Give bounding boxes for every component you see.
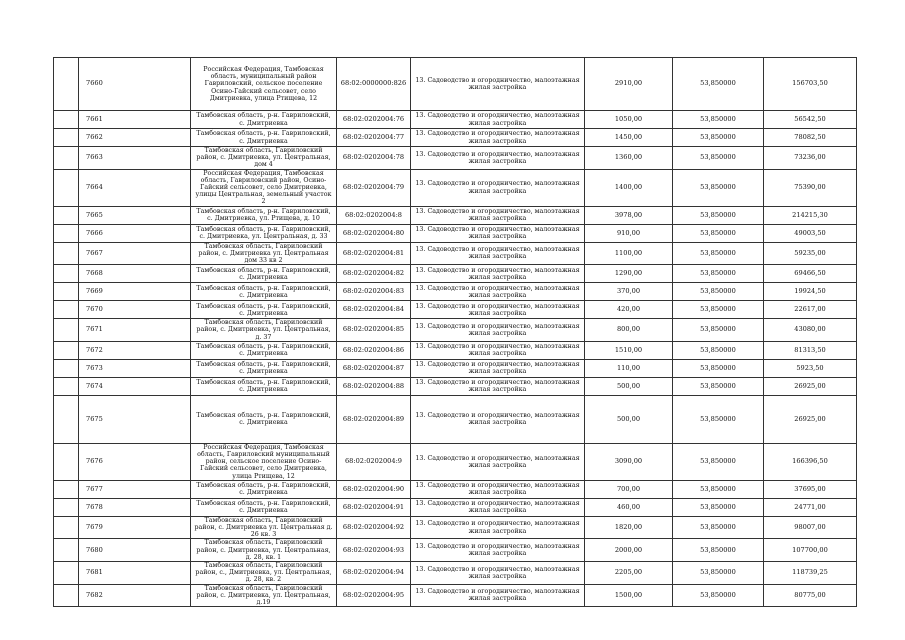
cadastral-value-cell: 26925,00: [764, 377, 857, 395]
cadastral-number: 68:02:0202004:95: [337, 584, 411, 607]
rate-cell: 53,850000: [673, 377, 764, 395]
cadastral-value-cell: 166396,50: [764, 443, 857, 480]
table-row: [54, 319, 857, 342]
table-row: [54, 516, 857, 539]
cadastral-value-cell: 80775,00: [764, 584, 857, 607]
land-use-cell: 13. Садоводство и огородничество, малоэтажная жилая застройка: [411, 480, 585, 498]
blank-cell: [54, 224, 79, 242]
cadastral-value-cell: 73236,00: [764, 147, 857, 170]
rate-cell: 53,850000: [673, 58, 764, 111]
area-cell: 3090,00: [585, 443, 673, 480]
area-cell: 500,00: [585, 395, 673, 443]
cadastral-value-cell: 81313,50: [764, 341, 857, 359]
table-row: [54, 129, 857, 147]
area-cell: 1820,00: [585, 516, 673, 539]
cadastral-value-cell: 49003,50: [764, 224, 857, 242]
blank-cell: [54, 562, 79, 585]
table-row: [54, 147, 857, 170]
land-use-cell: 13. Садоводство и огородничество, малоэтажная жилая застройка: [411, 147, 585, 170]
area-cell: 460,00: [585, 498, 673, 516]
land-use-cell: 13. Садоводство и огородничество, малоэтажная жилая застройка: [411, 206, 585, 224]
address-cell: Российская Федерация, Тамбовская область, Гавриловский район, Осино-Гайский сельсовет, село Дмитриевка, улицы Центральная, земельный участок 2: [191, 169, 337, 206]
area-cell: 1450,00: [585, 129, 673, 147]
rate-cell: 53,850000: [673, 265, 764, 283]
blank-cell: [54, 147, 79, 170]
area-cell: 1510,00: [585, 341, 673, 359]
row-number: 7668: [79, 265, 191, 283]
cadastral-value-cell: 78082,50: [764, 129, 857, 147]
land-use-cell: 13. Садоводство и огородничество, малоэтажная жилая застройка: [411, 539, 585, 562]
address-cell: Российская Федерация, Тамбовская область, Гавриловский муниципальный район, сельское поселение Осино-Гайский сельсовет, село Дмитриевка, улица Ртищева, 12: [191, 443, 337, 480]
row-number: 7678: [79, 498, 191, 516]
table-row: [54, 58, 857, 111]
row-number: 7662: [79, 129, 191, 147]
cadastral-value-cell: 22617,00: [764, 301, 857, 319]
blank-cell: [54, 111, 79, 129]
land-use-cell: 13. Садоводство и огородничество, малоэтажная жилая застройка: [411, 169, 585, 206]
cadastral-number: 68:02:0202004:86: [337, 341, 411, 359]
land-use-cell: 13. Садоводство и огородничество, малоэтажная жилая застройка: [411, 129, 585, 147]
table-row: [54, 443, 857, 480]
address-cell: Российская Федерация, Тамбовская область, муниципальный район Гавриловский, сельское поселение Осино-Гайский сельсовет, село Дмитриевка, улица Ртищева, 12: [191, 58, 337, 111]
blank-cell: [54, 443, 79, 480]
area-cell: 2000,00: [585, 539, 673, 562]
cadastral-number: 68:02:0202004:80: [337, 224, 411, 242]
address-cell: Тамбовская область, р-н. Гавриловский, с. Дмитриевка: [191, 498, 337, 516]
rate-cell: 53,850000: [673, 129, 764, 147]
blank-cell: [54, 58, 79, 111]
cadastral-number: 68:02:0202004:82: [337, 265, 411, 283]
row-number: 7675: [79, 395, 191, 443]
blank-cell: [54, 265, 79, 283]
cadastral-value-table: [53, 57, 857, 607]
address-cell: Тамбовская область, Гавриловский район, с. Дмитриевка, ул. Центральная, д. 37: [191, 319, 337, 342]
land-use-cell: 13. Садоводство и огородничество, малоэтажная жилая застройка: [411, 319, 585, 342]
blank-cell: [54, 301, 79, 319]
address-cell: Тамбовская область, Гавриловский район, с., Дмитриевка, ул. Центральная, д. 28, кв. 2: [191, 562, 337, 585]
rate-cell: 53,850000: [673, 395, 764, 443]
cadastral-number: 68:02:0202004:9: [337, 443, 411, 480]
area-cell: 1360,00: [585, 147, 673, 170]
cadastral-value-cell: 59235,00: [764, 242, 857, 265]
cadastral-value-cell: 24771,00: [764, 498, 857, 516]
address-cell: Тамбовская область, р-н. Гавриловский, с. Дмитриевка: [191, 301, 337, 319]
row-number: 7677: [79, 480, 191, 498]
land-use-cell: 13. Садоводство и огородничество, малоэтажная жилая застройка: [411, 395, 585, 443]
table-row: [54, 111, 857, 129]
address-cell: Тамбовская область, р-н. Гавриловский, с. Дмитриевка, ул. Центральная, д. 33: [191, 224, 337, 242]
table-row: [54, 283, 857, 301]
cadastral-number: 68:02:0202004:94: [337, 562, 411, 585]
row-number: 7664: [79, 169, 191, 206]
cadastral-value-cell: 26925,00: [764, 395, 857, 443]
rate-cell: 53,850000: [673, 206, 764, 224]
table-row: [54, 480, 857, 498]
row-number: 7680: [79, 539, 191, 562]
row-number: 7676: [79, 443, 191, 480]
rate-cell: 53,850000: [673, 516, 764, 539]
land-use-cell: 13. Садоводство и огородничество, малоэтажная жилая застройка: [411, 498, 585, 516]
row-number: 7679: [79, 516, 191, 539]
table-row: [54, 206, 857, 224]
row-number: 7670: [79, 301, 191, 319]
area-cell: 1100,00: [585, 242, 673, 265]
address-cell: Тамбовская область, р-н. Гавриловский, с. Дмитриевка: [191, 359, 337, 377]
cadastral-number: 68:02:0202004:78: [337, 147, 411, 170]
rate-cell: 53,850000: [673, 147, 764, 170]
cadastral-value-cell: 43080,00: [764, 319, 857, 342]
address-cell: Тамбовская область, р-н. Гавриловский, с. Дмитриевка: [191, 377, 337, 395]
address-cell: Тамбовская область, р-н. Гавриловский, с. Дмитриевка: [191, 111, 337, 129]
row-number: 7660: [79, 58, 191, 111]
address-cell: Тамбовская область, р-н. Гавриловский, с. Дмитриевка: [191, 395, 337, 443]
rate-cell: 53,850000: [673, 498, 764, 516]
cadastral-value-cell: 75390,00: [764, 169, 857, 206]
cadastral-number: 68:02:0202004:92: [337, 516, 411, 539]
table-row: [54, 242, 857, 265]
rate-cell: 53,850000: [673, 341, 764, 359]
cadastral-number: 68:02:0202004:87: [337, 359, 411, 377]
rate-cell: 53,850000: [673, 319, 764, 342]
rate-cell: 53,850000: [673, 480, 764, 498]
address-cell: Тамбовская область, р-н. Гавриловский, с. Дмитриевка, ул. Ртищева, д. 10: [191, 206, 337, 224]
rate-cell: 53,850000: [673, 584, 764, 607]
area-cell: 3978,00: [585, 206, 673, 224]
row-number: 7661: [79, 111, 191, 129]
cadastral-number: 68:02:0202004:88: [337, 377, 411, 395]
area-cell: 420,00: [585, 301, 673, 319]
area-cell: 800,00: [585, 319, 673, 342]
cadastral-value-cell: 156703,50: [764, 58, 857, 111]
blank-cell: [54, 283, 79, 301]
blank-cell: [54, 169, 79, 206]
cadastral-number: 68:02:0000000:826: [337, 58, 411, 111]
blank-cell: [54, 377, 79, 395]
address-cell: Тамбовская область, Гавриловский район, с. Дмитриевка, ул. Центральная, дом 4: [191, 147, 337, 170]
row-number: 7666: [79, 224, 191, 242]
cadastral-value-cell: 19924,50: [764, 283, 857, 301]
rate-cell: 53,850000: [673, 443, 764, 480]
area-cell: 910,00: [585, 224, 673, 242]
address-cell: Тамбовская область, Гавриловский район, с. Дмитриевка, ул. Центральная, д. 28, кв. 1: [191, 539, 337, 562]
rate-cell: 53,850000: [673, 301, 764, 319]
row-number: 7667: [79, 242, 191, 265]
rate-cell: 53,850000: [673, 224, 764, 242]
cadastral-value-cell: 107700,00: [764, 539, 857, 562]
blank-cell: [54, 516, 79, 539]
rate-cell: 53,850000: [673, 359, 764, 377]
table-row: [54, 498, 857, 516]
cadastral-value-cell: 37695,00: [764, 480, 857, 498]
table-row: [54, 395, 857, 443]
land-use-cell: 13. Садоводство и огородничество, малоэтажная жилая застройка: [411, 341, 585, 359]
cadastral-number: 68:02:0202004:77: [337, 129, 411, 147]
area-cell: 2910,00: [585, 58, 673, 111]
row-number: 7681: [79, 562, 191, 585]
table-row: [54, 265, 857, 283]
cadastral-number: 68:02:0202004:91: [337, 498, 411, 516]
cadastral-value-cell: 98007,00: [764, 516, 857, 539]
area-cell: 700,00: [585, 480, 673, 498]
cadastral-number: 68:02:0202004:83: [337, 283, 411, 301]
cadastral-value-cell: 214215,30: [764, 206, 857, 224]
address-cell: Тамбовская область, Гавриловский район, с. Дмитриевка ул. Центральная дом 33 кв 2: [191, 242, 337, 265]
area-cell: 370,00: [585, 283, 673, 301]
land-use-cell: 13. Садоводство и огородничество, малоэтажная жилая застройка: [411, 359, 585, 377]
land-use-cell: 13. Садоводство и огородничество, малоэтажная жилая застройка: [411, 377, 585, 395]
rate-cell: 53,850000: [673, 111, 764, 129]
address-cell: Тамбовская область, р-н. Гавриловский, с. Дмитриевка: [191, 341, 337, 359]
table-row: [54, 224, 857, 242]
rate-cell: 53,850000: [673, 169, 764, 206]
land-use-cell: 13. Садоводство и огородничество, малоэтажная жилая застройка: [411, 516, 585, 539]
land-use-cell: 13. Садоводство и огородничество, малоэтажная жилая застройка: [411, 242, 585, 265]
address-cell: Тамбовская область, р-н. Гавриловский, с. Дмитриевка: [191, 283, 337, 301]
address-cell: Тамбовская область, р-н. Гавриловский, с. Дмитриевка: [191, 480, 337, 498]
table-row: [54, 377, 857, 395]
row-number: 7672: [79, 341, 191, 359]
table-row: [54, 584, 857, 607]
blank-cell: [54, 359, 79, 377]
row-number: 7663: [79, 147, 191, 170]
blank-cell: [54, 539, 79, 562]
table-row: [54, 169, 857, 206]
row-number: 7671: [79, 319, 191, 342]
land-use-cell: 13. Садоводство и огородничество, малоэтажная жилая застройка: [411, 301, 585, 319]
table-row: [54, 539, 857, 562]
area-cell: 1290,00: [585, 265, 673, 283]
land-use-cell: 13. Садоводство и огородничество, малоэтажная жилая застройка: [411, 111, 585, 129]
blank-cell: [54, 498, 79, 516]
cadastral-number: 68:02:0202004:84: [337, 301, 411, 319]
land-use-cell: 13. Садоводство и огородничество, малоэтажная жилая застройка: [411, 58, 585, 111]
land-use-cell: 13. Садоводство и огородничество, малоэтажная жилая застройка: [411, 584, 585, 607]
land-use-cell: 13. Садоводство и огородничество, малоэтажная жилая застройка: [411, 265, 585, 283]
blank-cell: [54, 242, 79, 265]
area-cell: 2205,00: [585, 562, 673, 585]
table-row: [54, 359, 857, 377]
area-cell: 1500,00: [585, 584, 673, 607]
cadastral-value-cell: 118739,25: [764, 562, 857, 585]
row-number: 7682: [79, 584, 191, 607]
area-cell: 500,00: [585, 377, 673, 395]
row-number: 7673: [79, 359, 191, 377]
blank-cell: [54, 341, 79, 359]
blank-cell: [54, 395, 79, 443]
land-use-cell: 13. Садоводство и огородничество, малоэтажная жилая застройка: [411, 562, 585, 585]
cadastral-number: 68:02:0202004:89: [337, 395, 411, 443]
address-cell: Тамбовская область, р-н. Гавриловский, с. Дмитриевка: [191, 129, 337, 147]
cadastral-number: 68:02:0202004:8: [337, 206, 411, 224]
rate-cell: 53,850000: [673, 283, 764, 301]
cadastral-number: 68:02:0202004:76: [337, 111, 411, 129]
land-use-cell: 13. Садоводство и огородничество, малоэтажная жилая застройка: [411, 224, 585, 242]
address-cell: Тамбовская область, Гавриловский район, с. Дмитриевка, ул. Центральная, д.19: [191, 584, 337, 607]
row-number: 7665: [79, 206, 191, 224]
blank-cell: [54, 480, 79, 498]
land-use-cell: 13. Садоводство и огородничество, малоэтажная жилая застройка: [411, 283, 585, 301]
rate-cell: 53,850000: [673, 562, 764, 585]
table-body: [54, 58, 857, 607]
cadastral-number: 68:02:0202004:90: [337, 480, 411, 498]
cadastral-number: 68:02:0202004:81: [337, 242, 411, 265]
address-cell: Тамбовская область, Гавриловский район, с. Дмитриевка ул. Центральная д. 26 кв. 3: [191, 516, 337, 539]
table-row: [54, 301, 857, 319]
blank-cell: [54, 206, 79, 224]
area-cell: 1400,00: [585, 169, 673, 206]
area-cell: 110,00: [585, 359, 673, 377]
land-use-cell: 13. Садоводство и огородничество, малоэтажная жилая застройка: [411, 443, 585, 480]
blank-cell: [54, 584, 79, 607]
row-number: 7669: [79, 283, 191, 301]
cadastral-value-cell: 69466,50: [764, 265, 857, 283]
row-number: 7674: [79, 377, 191, 395]
cadastral-value-cell: 5923,50: [764, 359, 857, 377]
cadastral-value-cell: 56542,50: [764, 111, 857, 129]
rate-cell: 53,850000: [673, 242, 764, 265]
cadastral-number: 68:02:0202004:85: [337, 319, 411, 342]
blank-cell: [54, 129, 79, 147]
blank-cell: [54, 319, 79, 342]
area-cell: 1050,00: [585, 111, 673, 129]
address-cell: Тамбовская область, р-н. Гавриловский, с. Дмитриевка: [191, 265, 337, 283]
table-row: [54, 341, 857, 359]
table-row: [54, 562, 857, 585]
rate-cell: 53,850000: [673, 539, 764, 562]
cadastral-number: 68:02:0202004:79: [337, 169, 411, 206]
cadastral-number: 68:02:0202004:93: [337, 539, 411, 562]
